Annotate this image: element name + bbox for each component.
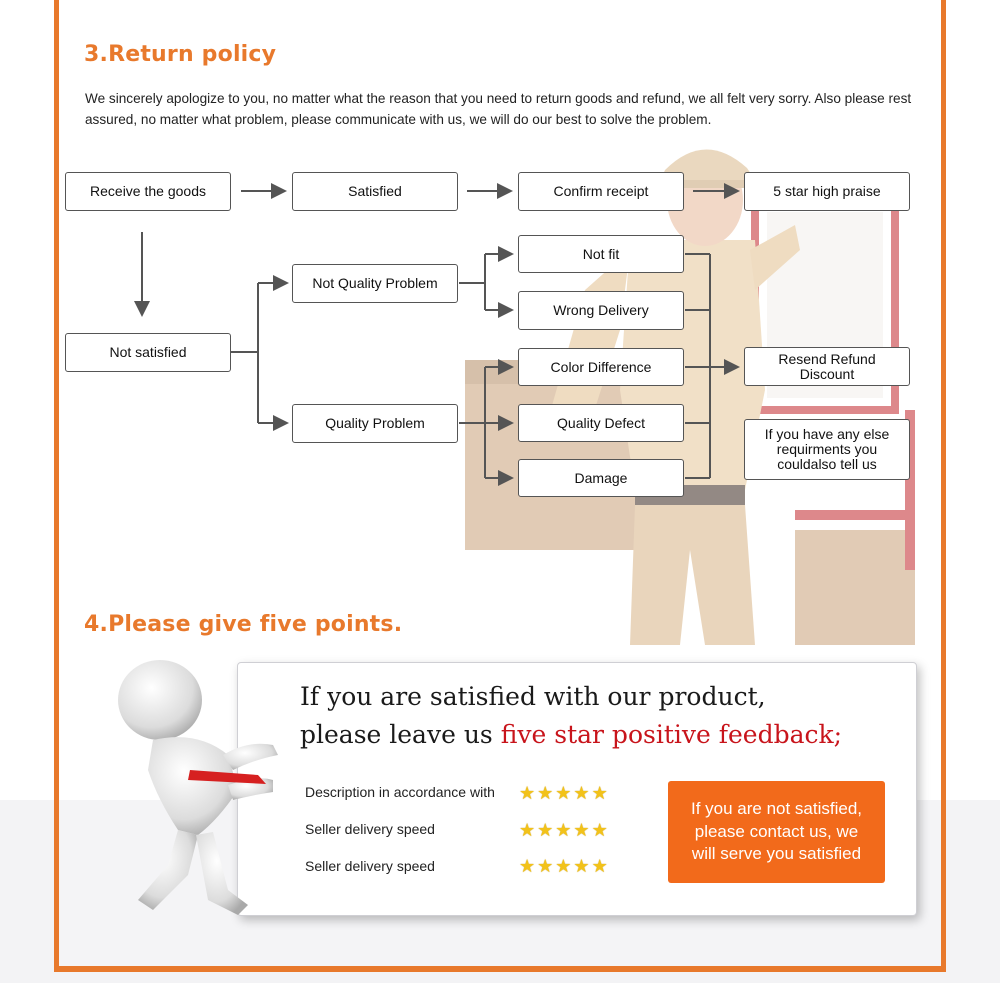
section-title-five-points: 4.Please give five points. (84, 612, 403, 637)
star-icon: ★ (555, 820, 572, 840)
flow-not-satisfied: Not satisfied (65, 333, 231, 372)
flow-quality-problem: Quality Problem (292, 404, 458, 443)
rating-label-delivery-1: Seller delivery speed (305, 821, 435, 837)
else-line-3: couldalso tell us (777, 456, 877, 472)
rating-label-delivery-2: Seller delivery speed (305, 858, 435, 874)
flow-quality-defect: Quality Defect (518, 404, 684, 442)
star-icon: ★ (591, 783, 608, 803)
flow-receive-goods: Receive the goods (65, 172, 231, 211)
star-icon: ★ (591, 856, 608, 876)
star-icon: ★ (573, 820, 590, 840)
star-icon: ★ (519, 820, 536, 840)
contact-line-2: please contact us, we (694, 821, 859, 841)
return-policy-intro: We sincerely apologize to you, no matter what the reason that you need to return goods and refund, we all felt very sorry. Also please rest assured, no matter what problem, please communicate with us, we will do our best to solve the problem. (85, 91, 912, 127)
else-line-1: If you have any else (764, 426, 890, 442)
rating-label-description: Description in accordance with (305, 784, 495, 800)
resend-line-2: Discount (799, 365, 855, 382)
flow-other-requirements (744, 419, 910, 480)
rating-stars-delivery-2 (519, 857, 608, 875)
star-icon: ★ (537, 820, 554, 840)
star-icon: ★ (519, 783, 536, 803)
flow-not-fit: Not fit (518, 235, 684, 273)
feedback-line-2 (300, 720, 842, 749)
feedback-line-1: If you are satisfied with our product, (300, 682, 766, 711)
resend-line-1: Resend Refund (778, 350, 876, 367)
feedback-line-2-prefix: please leave us (300, 720, 501, 749)
star-icon: ★ (537, 783, 554, 803)
star-icon: ★ (537, 856, 554, 876)
contact-us-box (668, 781, 885, 883)
section-title-return-policy: 3.Return policy (84, 42, 277, 67)
flow-wrong-delivery: Wrong Delivery (518, 291, 684, 330)
rating-stars-description (519, 784, 608, 802)
star-icon: ★ (555, 783, 572, 803)
contact-line-3: will serve you satisfied (691, 844, 862, 864)
star-icon: ★ (573, 783, 590, 803)
star-icon: ★ (555, 856, 572, 876)
flow-damage: Damage (518, 459, 684, 497)
flow-color-difference: Color Difference (518, 348, 684, 386)
contact-line-1: If you are not satisfied, (690, 799, 863, 819)
star-icon: ★ (591, 820, 608, 840)
flow-satisfied: Satisfied (292, 172, 458, 211)
flow-confirm-receipt: Confirm receipt (518, 172, 684, 211)
flow-resend-refund-discount (744, 347, 910, 386)
star-icon: ★ (573, 856, 590, 876)
white-figure-illustration (108, 660, 298, 920)
feedback-highlight: five star positive feedback; (500, 720, 843, 749)
rating-stars-delivery-1 (519, 821, 608, 839)
star-icon: ★ (519, 856, 536, 876)
flow-not-quality-problem: Not Quality Problem (292, 264, 458, 303)
else-line-2: requirments you (776, 441, 878, 457)
flow-five-star-praise: 5 star high praise (744, 172, 910, 211)
